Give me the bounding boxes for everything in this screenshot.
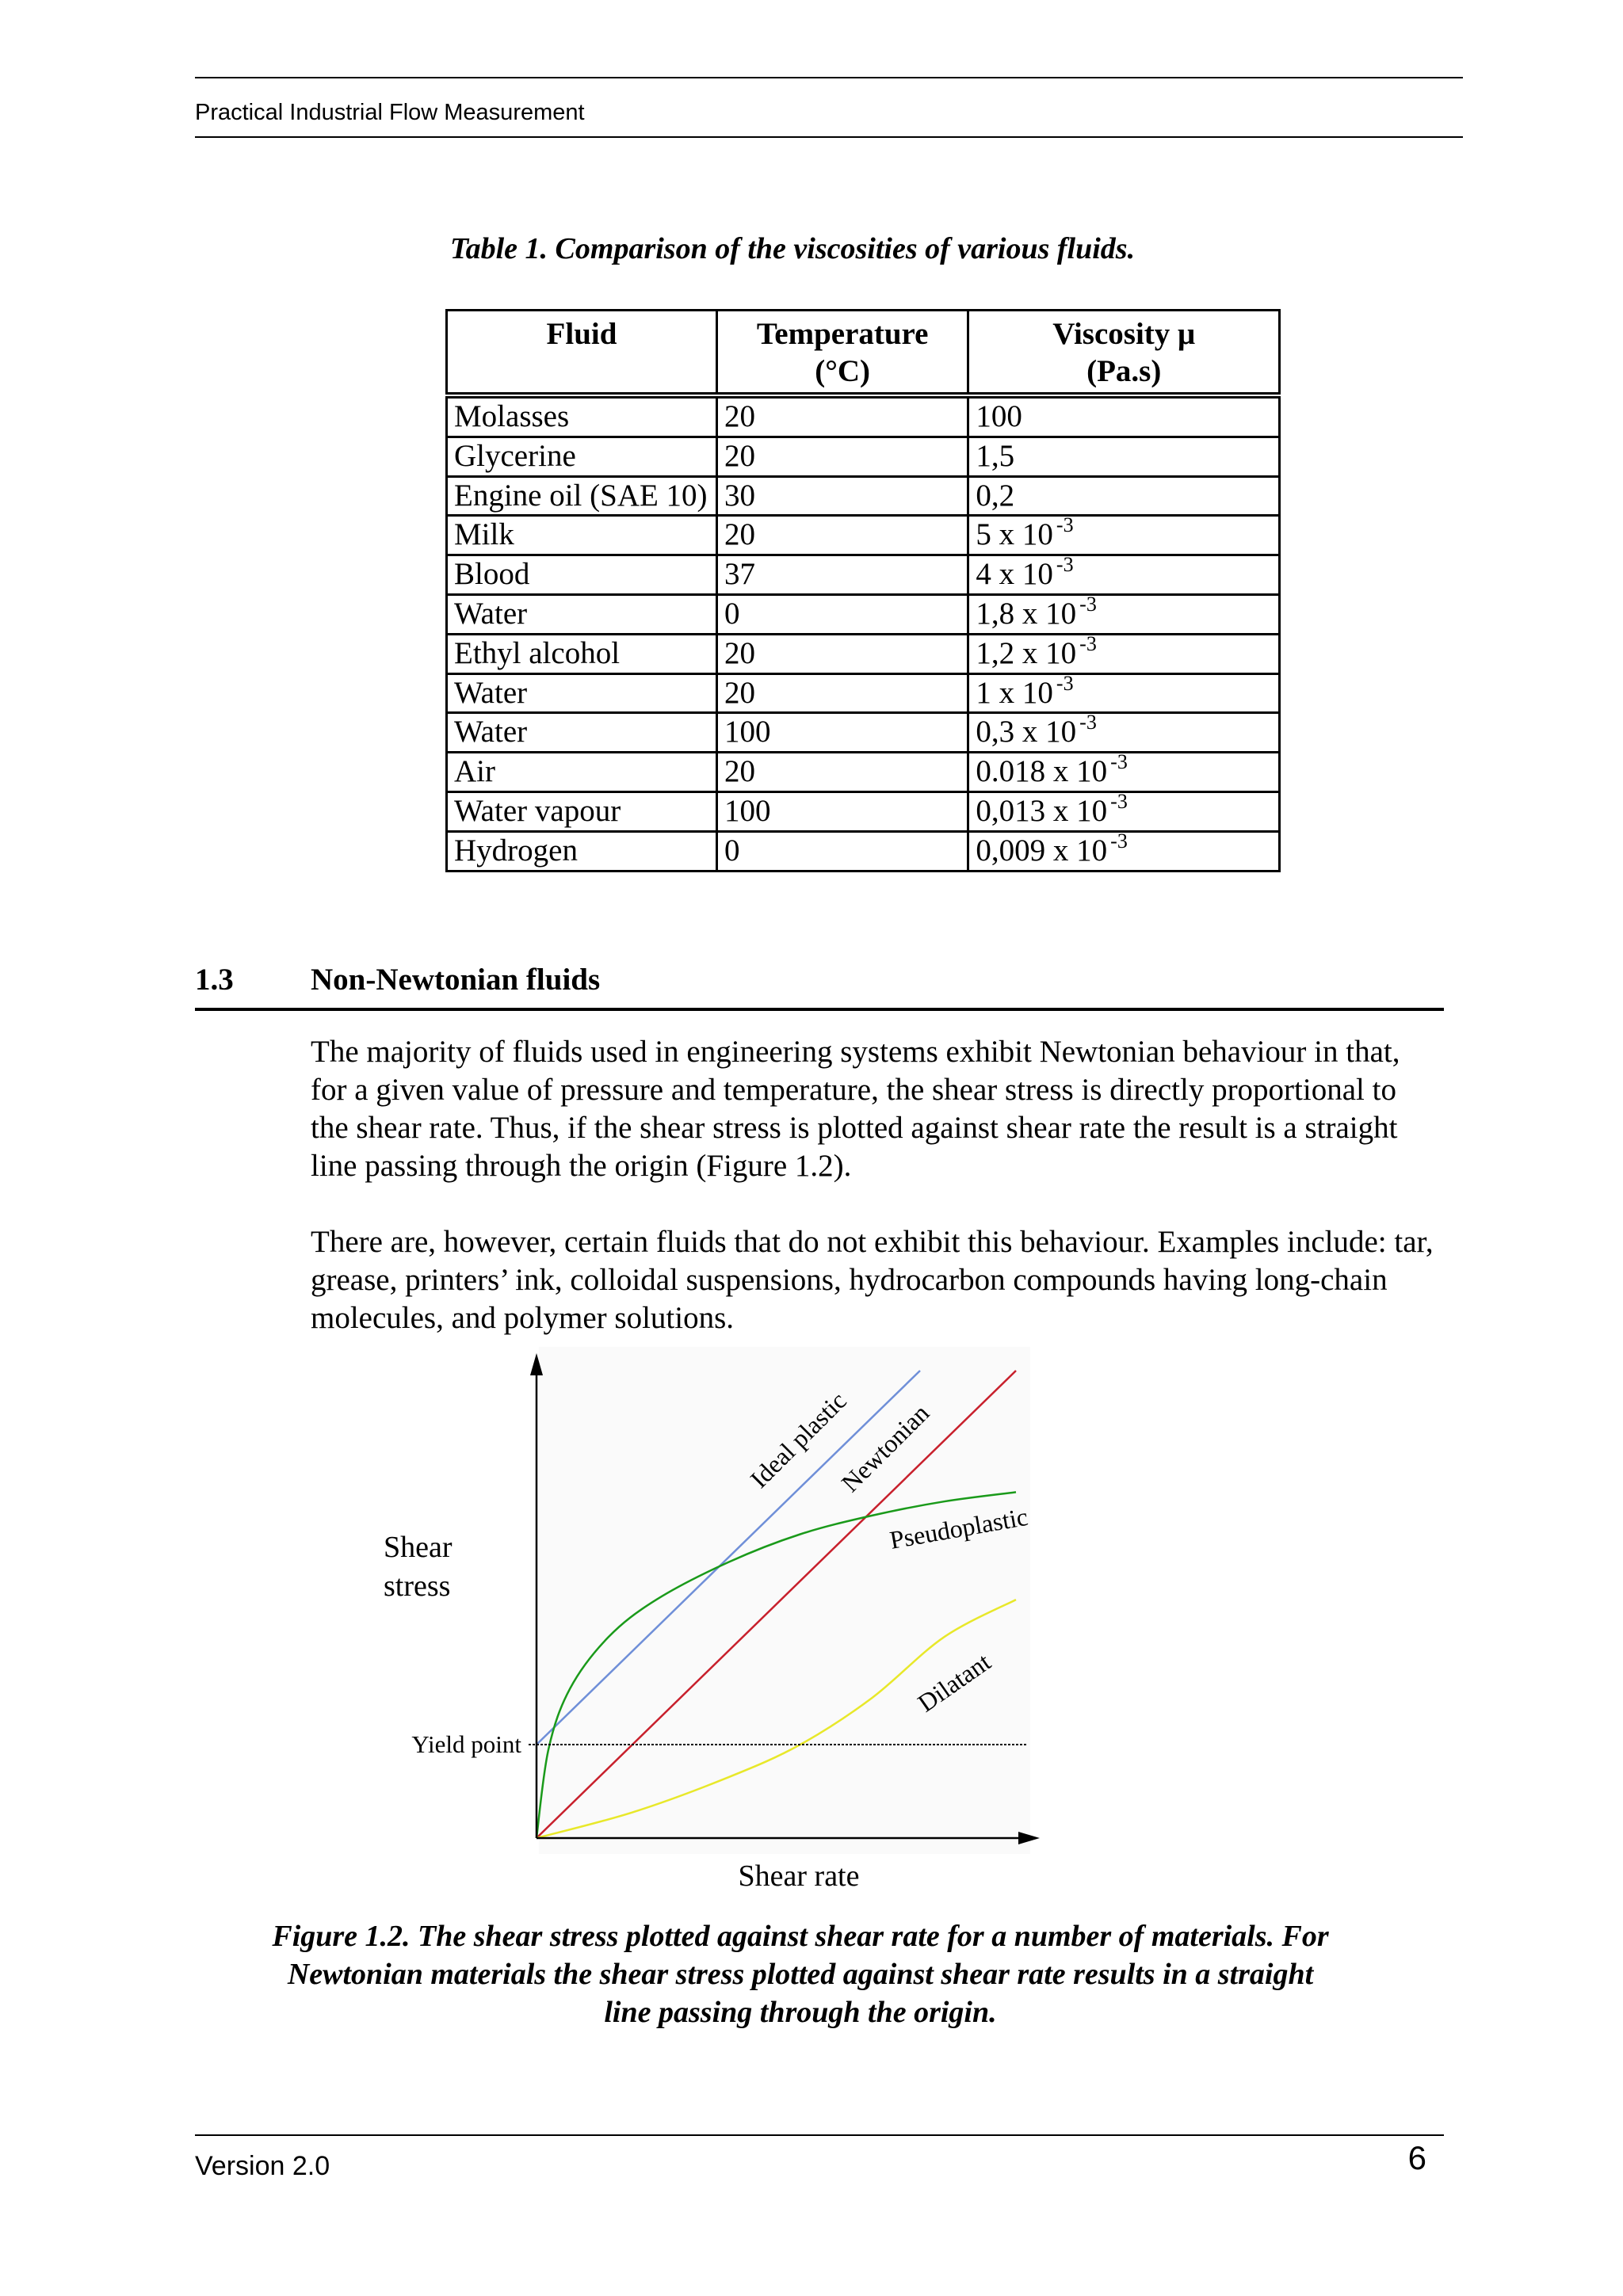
series-label-ideal-plastic: Ideal plastic	[744, 1386, 852, 1493]
viscosity-exponent: -3	[1056, 671, 1074, 695]
cell-fluid: Milk	[447, 516, 717, 555]
viscosity-value: 4 x 10	[976, 557, 1053, 592]
chart-background	[539, 1347, 1030, 1854]
series-label-pseudoplastic: Pseudoplastic	[887, 1501, 1030, 1554]
figure-caption: Figure 1.2. The shear stress plotted against shear rate for a number of materials. For Newtonian materials the shear stress plotted against shear rate results in a straight line passing through the origin.	[272, 1920, 1329, 2029]
y-axis-label-line-2: stress	[384, 1569, 451, 1603]
column-header-temperature-unit: (°C)	[815, 353, 871, 388]
footer-version: Version 2.0	[195, 2151, 330, 2181]
body-paragraph-1: The majority of fluids used in engineering systems exhibit Newtonian behaviour in that, for a given value of pressure and temperature, the shear stress is directly proportional to the shear rate. Thus, if the shear stress is plotted against shear rate the result is a straight line passing through the origin (Figure 1.2).	[311, 1035, 1400, 1183]
viscosity-value: 1 x 10	[976, 675, 1053, 710]
column-header-viscosity-unit: (Pa.s)	[1086, 353, 1162, 388]
y-axis-label-line-1: Shear	[384, 1531, 453, 1564]
viscosity-value: 1,8 x 10	[976, 596, 1077, 631]
cell-temperature: 0	[716, 831, 968, 871]
x-axis-label: Shear rate	[738, 1859, 860, 1893]
table-caption: Table 1. Comparison of the viscosities of various fluids.	[449, 232, 1136, 265]
cell-temperature: 37	[716, 555, 968, 595]
viscosity-value: 5 x 10	[976, 517, 1053, 552]
column-header-temperature-label: Temperature	[756, 317, 929, 351]
viscosity-exponent: -3	[1079, 711, 1097, 734]
column-header-fluid-label: Fluid	[546, 317, 617, 351]
viscosity-value: 0,013 x 10	[976, 793, 1108, 828]
cell-fluid: Glycerine	[447, 437, 717, 476]
viscosity-exponent: -3	[1110, 789, 1128, 813]
cell-fluid: Ethyl alcohol	[447, 634, 717, 673]
cell-fluid: Water vapour	[447, 791, 717, 831]
cell-fluid: Water	[447, 594, 717, 634]
cell-fluid: Water	[447, 713, 717, 753]
viscosity-value: 1,2 x 10	[976, 635, 1077, 670]
cell-temperature: 20	[716, 673, 968, 713]
cell-fluid: Water	[447, 673, 717, 713]
viscosity-exponent: -3	[1079, 631, 1097, 655]
series-label-dilatant: Dilatant	[912, 1647, 996, 1718]
yield-point-label: Yield point	[411, 1730, 521, 1758]
cell-temperature: 100	[716, 713, 968, 753]
viscosity-value: 100	[976, 399, 1022, 433]
cell-fluid: Air	[447, 753, 717, 792]
footer-page-number: 6	[1407, 2139, 1426, 2176]
viscosity-value: 0,3 x 10	[976, 715, 1077, 749]
cell-fluid: Molasses	[447, 395, 717, 437]
viscosity-exponent: -3	[1110, 829, 1128, 852]
cell-temperature: 30	[716, 476, 968, 516]
cell-fluid: Blood	[447, 555, 717, 595]
viscosity-exponent: -3	[1056, 513, 1074, 537]
series-label-newtonian: Newtonian	[835, 1398, 935, 1497]
cell-temperature: 0	[716, 594, 968, 634]
viscosity-exponent: -3	[1079, 592, 1097, 616]
cell-fluid: Engine oil (SAE 10)	[447, 476, 717, 516]
cell-temperature: 20	[716, 395, 968, 437]
section-title: Non-Newtonian fluids	[311, 963, 601, 997]
footer-rule	[195, 2134, 1444, 2136]
viscosity-value: 0,2	[976, 478, 1015, 513]
cell-temperature: 20	[716, 516, 968, 555]
viscosity-value: 0.018 x 10	[976, 754, 1108, 789]
cell-temperature: 20	[716, 634, 968, 673]
viscosity-value: 0,009 x 10	[976, 833, 1108, 868]
header-title: Practical Industrial Flow Measurement	[195, 100, 585, 125]
viscosity-exponent: -3	[1110, 750, 1128, 774]
column-header-viscosity-label: Viscosity μ	[1052, 317, 1196, 351]
viscosity-exponent: -3	[1056, 553, 1074, 577]
cell-temperature: 20	[716, 437, 968, 476]
cell-temperature: 100	[716, 791, 968, 831]
section-number: 1.3	[195, 963, 234, 997]
body-paragraph-2: There are, however, certain fluids that do not exhibit this behaviour. Examples include: tar, grease, printers’ ink, colloidal suspensions, hydrocarbon compounds having long-chain molecules, and polymer solutions.	[311, 1225, 1434, 1335]
cell-fluid: Hydrogen	[447, 831, 717, 871]
cell-temperature: 20	[716, 753, 968, 792]
viscosity-value: 1,5	[976, 438, 1015, 473]
